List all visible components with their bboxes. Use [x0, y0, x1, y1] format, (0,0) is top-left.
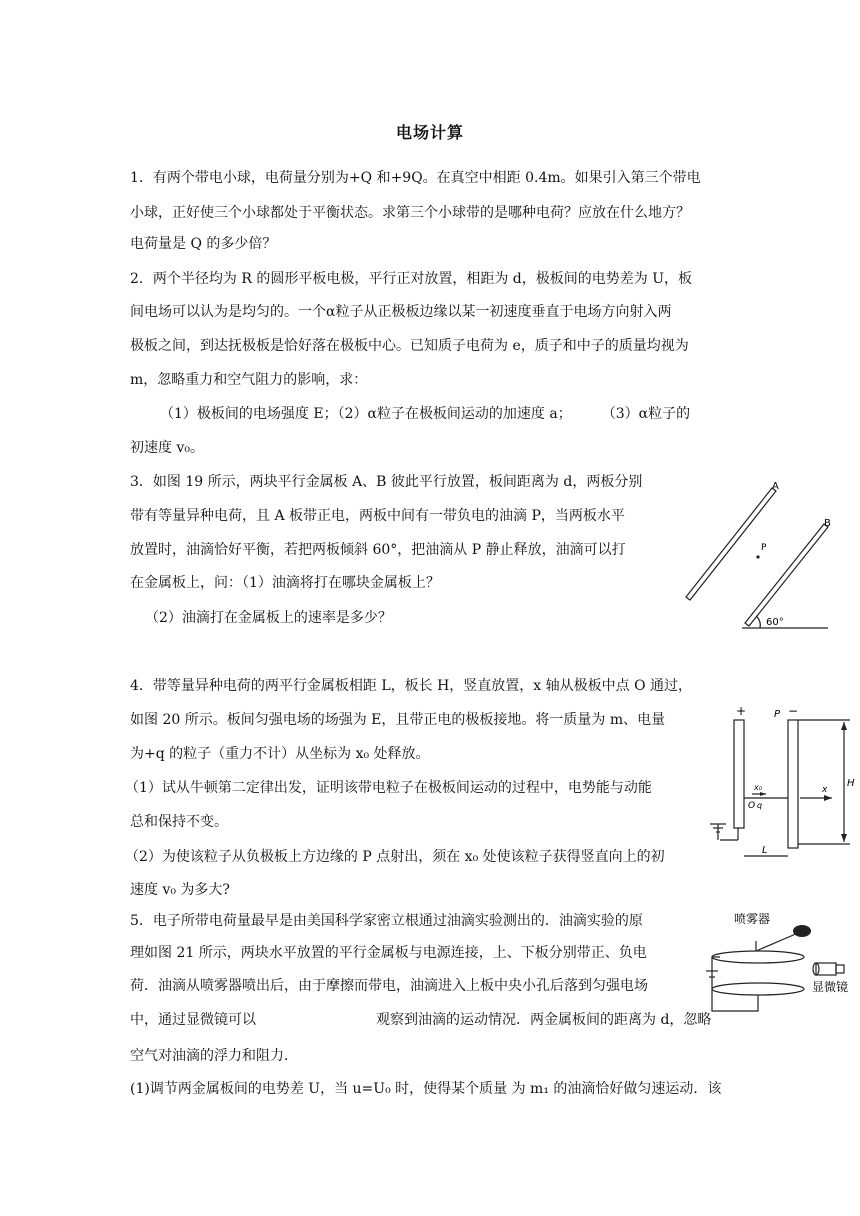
q-label: q	[757, 801, 763, 810]
q2-line-6: 初速度 v₀。	[130, 440, 204, 456]
bottom-plate	[712, 983, 804, 995]
q4-line-1: 4．带等量异种电荷的两平行金属板相距 L，板长 H，竖直放置，x 轴从极板中点 O 通过，	[130, 678, 693, 694]
p-label: P	[774, 709, 781, 720]
q5-line-6: (1)调节两金属板间的电势差 U，当 u=U₀ 时，使得某个质量 为 m₁ 的油滴恰好做匀速运动．该	[130, 1081, 722, 1097]
q4-line-3: 为+q 的粒子（重力不计）从坐标为 x₀ 处释放。	[130, 746, 430, 762]
page-title: 电场计算	[395, 123, 464, 142]
microscope-label: 显微镜	[812, 980, 849, 994]
x-label: x	[822, 785, 828, 795]
figure-20	[704, 700, 858, 864]
figure-21	[706, 905, 858, 1015]
q3-line-5: （2）油滴打在金属板上的速率是多少？	[145, 610, 392, 626]
q4-line-4: （1）试从牛顿第二定律出发，证明该带电粒子在极板间运动的过程中，电势能与动能	[125, 780, 652, 796]
minus-label: −	[788, 704, 799, 718]
q4-line-7: 速度 v₀ 为多大?	[130, 882, 230, 898]
q3-line-3: 放置时，油滴恰好平衡，若把两板倾斜 60°，把油滴从 P 静止释放，油滴可以打	[130, 542, 626, 558]
q1-line-3: 电荷量是 Q 的多少倍？	[130, 236, 277, 252]
q4-line-5: 总和保持不变。	[130, 814, 228, 830]
q1-line-2: 小球，正好使三个小球都处于平衡状态。求第三个小球带的是哪种电荷？应放在什么地方？	[130, 205, 690, 221]
q2-subquestions	[160, 404, 690, 424]
q5-line-3: 荷．油滴从喷雾器喷出后，由于摩擦而带电，油滴进入上板中央小孔后落到匀强电场	[130, 978, 648, 994]
q5-line-1: 5．电子所带电荷量最早是由美国科学家密立根通过油滴实验测出的．油滴实验的原	[130, 913, 643, 929]
q3-line-4: 在金属板上，问：（1）油滴将打在哪块金属板上？	[130, 575, 440, 591]
top-plate	[712, 951, 804, 963]
q5-line-2: 理如图 21 所示，两块水平放置的平行金属板与电源连接，上、下板分别带正、负电	[130, 945, 647, 961]
q2-sub-1-2: （1）极板间的电场强度 E；（2）α粒子在极板间运动的加速度 a；	[160, 406, 572, 422]
negative-plate	[788, 720, 798, 848]
l-label: L	[762, 845, 768, 856]
q4-line-2: 如图 20 所示。板间匀强电场的场强为 E，且带正电的极板接地。将一质量为 m、电量	[130, 712, 666, 728]
label-b: B	[824, 518, 831, 529]
q5-line-4b: 观察到油滴的运动情况．两金属板间的距离为 d，忽略	[376, 1012, 712, 1028]
plus-label: +	[736, 704, 747, 718]
figure-19	[676, 476, 832, 636]
angle-label: 60°	[766, 617, 784, 628]
q3-line-2: 带有等量异种电荷，且 A 板带正电，两板中间有一带负电的油滴 P，当两板水平	[130, 508, 625, 524]
origin-label: O	[748, 801, 756, 811]
q5-line-4a: 中，通过显微镜可以	[130, 1012, 256, 1028]
label-a: A	[772, 481, 779, 492]
q5-line-5: 空气对油滴的浮力和阻力．	[130, 1048, 298, 1064]
sprayer-nozzle	[756, 933, 798, 951]
q2-sub-3: （3）α粒子的	[601, 406, 691, 422]
q5-line-4	[130, 1010, 711, 1030]
angle-arc	[756, 616, 760, 628]
q2-line-2: 间电场可以认为是均匀的。一个α粒子从正极板边缘以某一初速度垂直于电场方向射入两	[130, 304, 672, 320]
positive-plate	[734, 720, 744, 828]
q1-line-1: 1．有两个带电小球，电荷量分别为+Q 和+9Q。在真空中相距 0.4m。如果引入第三个带电	[130, 170, 701, 186]
q2-line-3: 极板之间，到达抚极板是恰好落在极板中心。已知质子电荷为 e，质子和中子的质量均视为	[130, 338, 689, 354]
q3-line-1: 3．如图 19 所示，两块平行金属板 A、B 彼此平行放置，板间距离为 d，两板分别	[130, 474, 643, 490]
q2-line-4: m，忽略重力和空气阻力的影响，求：	[130, 372, 368, 388]
sprayer-label: 喷雾器	[734, 912, 771, 926]
sprayer-bulb	[793, 925, 811, 937]
plate-b	[745, 524, 828, 626]
q2-line-1: 2．两个半径均为 R 的圆形平板电极，平行正对放置，相距为 d，极板间的电势差为 U，板	[130, 271, 693, 287]
h-label: H	[847, 778, 855, 789]
oil-drop-p	[756, 555, 759, 558]
x0-label: x₀	[754, 783, 762, 792]
q4-line-6: （2）为使该粒子从负极板上方边缘的 P 点射出，须在 x₀ 处使该粒子获得竖直向上的初	[125, 849, 665, 865]
label-p: P	[761, 543, 767, 553]
